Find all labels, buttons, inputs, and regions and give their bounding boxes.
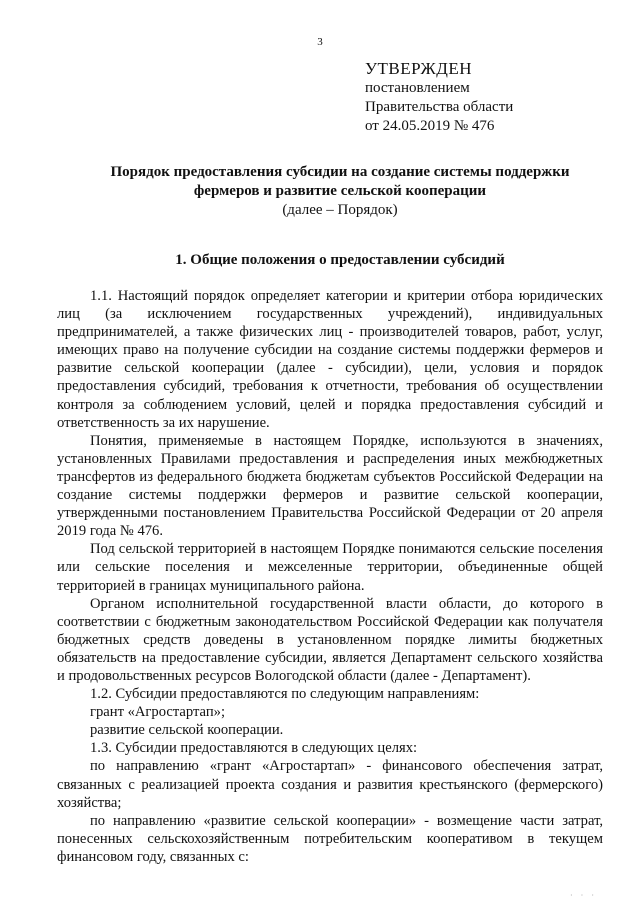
approval-line-1: постановлением	[365, 80, 470, 96]
page-number: 3	[317, 36, 323, 48]
footer-mark: · · ·	[570, 891, 597, 900]
paragraph-1-1: 1.1. Настоящий порядок определяет категории и критерии отбора юридических лиц (за исключением государственных учреждений), индивидуальных предпринимателей, а также физических лиц - производителей товаров, работ, услуг, имеющих право на получение субсидии на создание системы поддержки фермеров и развитие сельской кооперации (далее - субсидии), цели, условия и порядок предоставления субсидий, требования к отчетности, требования об осуществлении контроля за соблюдением условий, целей и порядка предоставления субсидий и ответственность за их нарушение.	[57, 288, 603, 431]
title-line-1: Порядок предоставления субсидии на создание системы поддержки	[110, 164, 570, 180]
approval-line-2: Правительства области	[365, 99, 514, 115]
list-item-cooperation: развитие сельской кооперации.	[90, 722, 284, 739]
paragraph-1-3: 1.3. Субсидии предоставляются в следующих целях:	[90, 740, 418, 757]
approval-block	[365, 58, 513, 136]
section-heading: 1. Общие положения о предоставлении субсидий	[175, 252, 505, 268]
document-title	[60, 163, 620, 220]
paragraph-concepts: Понятия, применяемые в настоящем Порядке, используются в значениях, установленных Правилами предоставления и распределения иных межбюджетных трансфертов из федерального бюджета бюджетам субъектов Российской Федерации на создание системы поддержки фермеров и развитие сельской кооперации, утвержденными постановлением Правительства Российской Федерации от 20 апреля 2019 года № 476.	[57, 432, 603, 540]
title-line-3: (далее – Порядок)	[282, 202, 398, 218]
paragraph-goal-agrostartup: по направлению «грант «Агростартап» - финансового обеспечения затрат, связанных с реализацией проекта создания и развития крестьянского (фермерского) хозяйства;	[57, 758, 603, 811]
approval-stamp: УТВЕРЖДЕН	[365, 59, 472, 78]
body-text	[57, 287, 603, 866]
paragraph-rural-territory: Под сельской территорией в настоящем Порядке понимаются сельские поселения или сельские поселения и межселенные территории, объединенные общей территорией в границах муниципального района.	[57, 541, 603, 594]
list-item-agrostartup: грант «Агростартап»;	[90, 704, 225, 721]
paragraph-1-2: 1.2. Субсидии предоставляются по следующим направлениям:	[90, 686, 480, 703]
title-line-2: фермеров и развитие сельской кооперации	[193, 183, 487, 199]
approval-line-3: от 24.05.2019 № 476	[365, 118, 495, 134]
paragraph-goal-cooperation: по направлению «развитие сельской кооперации» - возмещение части затрат, понесенных сельскохозяйственным потребительским кооперативом в текущем финансовом году, связанных с:	[57, 812, 603, 865]
paragraph-executive-body: Органом исполнительной государственной власти области, до которого в соответствии с бюджетным законодательством Российской Федерации как получателя бюджетных средств доведены в установленном порядке лимиты бюджетных обязательств на предоставление субсидии, является Департамент сельского хозяйства и продовольственных ресурсов Вологодской области (далее - Департамент).	[57, 595, 603, 684]
